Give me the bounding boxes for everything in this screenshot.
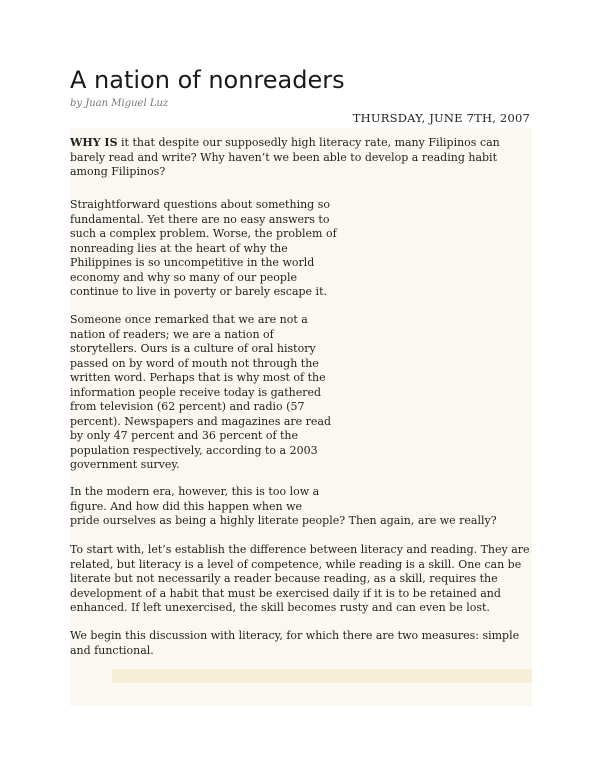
paragraph-4 xyxy=(70,485,532,529)
paragraph-1-lead: WHY IS xyxy=(70,136,118,149)
paragraph-2: Straightforward questions about something so fundamental. Yet there are no easy answers to such a complex problem. Worse, the problem of nonreading lies at the heart of why the Philippines is so uncompetitive in the world economy and why so many of our people continue to live in poverty or barely escape it. xyxy=(70,198,337,298)
paragraph-4-line-1: In the modern era, however, this is too low a xyxy=(70,485,320,498)
article-byline: by Juan Miguel Luz xyxy=(70,98,169,109)
paragraph-6: We begin this discussion with literacy, for which there are two measures: simple and functional. xyxy=(70,629,520,657)
paragraph-4-line-2: figure. And how did this happen when we xyxy=(70,499,303,513)
paragraph-4-line-3: pride ourselves as being a highly literate people? Then again, are we really? xyxy=(70,514,497,527)
paragraph-5: To start with, let’s establish the difference between literacy and reading. They are related, but literacy is a level of competence, while reading is a skill. One can be literate but not necessarily a reader because reading, as a skill, requires the development of a habit that must be exercised daily if it is to be retained and enhanced. If left unexercised, the skill becomes rusty and can even be lost. xyxy=(70,543,530,614)
article-title: A nation of nonreaders xyxy=(70,66,345,94)
article-date: THURSDAY, JUNE 7TH, 2007 xyxy=(352,111,530,125)
paragraph-3: Someone once remarked that we are not a nation of readers; we are a nation of storytellers. Ours is a culture of oral history passed on by word of mouth not through the written word. Perhaps that is why most of the information people receive today is gathered from television (62 percent) and radio (57 percent). Newspapers and magazines are read by only 47 percent and 36 percent of the population respectively, according to a 2003 government survey. xyxy=(70,313,332,471)
footer-band xyxy=(70,686,532,704)
paragraph-1 xyxy=(70,136,532,180)
highlight-band xyxy=(112,669,532,683)
paragraph-1-body: it that despite our supposedly high literacy rate, many Filipinos can barely read and write? Why haven’t we been able to develop a reading habit among Filipinos? xyxy=(70,136,500,178)
